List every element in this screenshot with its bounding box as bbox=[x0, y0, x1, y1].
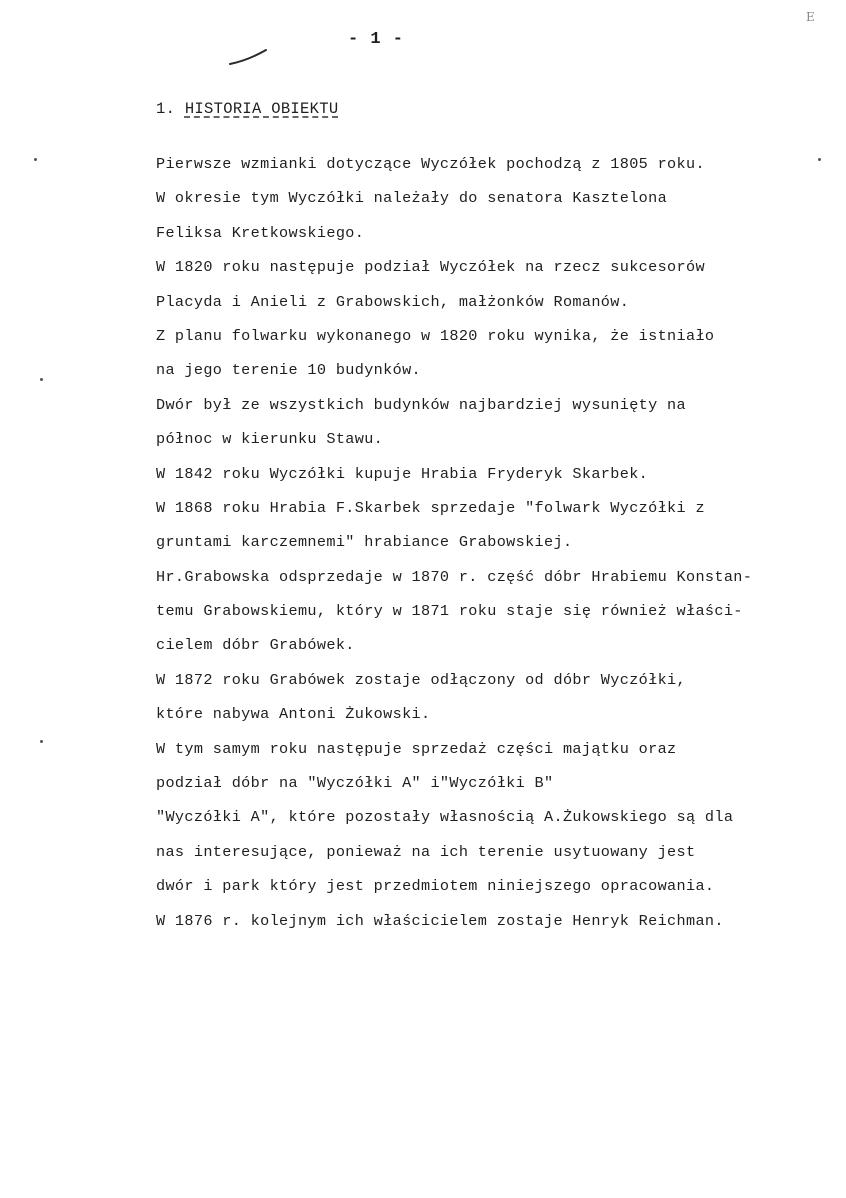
margin-speck bbox=[818, 158, 821, 161]
margin-speck bbox=[34, 158, 37, 161]
text-line: Pierwsze wzmianki dotyczące Wyczółek pochodzą z 1805 roku. bbox=[156, 155, 705, 173]
text-line: które nabywa Antoni Żukowski. bbox=[156, 705, 431, 724]
text-line: W 1876 r. kolejnym ich właścicielem zostaje Henryk Reichman. bbox=[156, 911, 724, 930]
body-text bbox=[156, 147, 816, 938]
section-number: 1. bbox=[156, 100, 176, 118]
page-number: - 1 - bbox=[348, 30, 405, 49]
text-line: W tym samym roku następuje sprzedaż części majątku oraz bbox=[156, 739, 677, 758]
text-line: na jego terenie 10 budynków. bbox=[156, 361, 421, 380]
text-line: Feliksa Kretkowskiego. bbox=[156, 223, 365, 242]
margin-speck bbox=[40, 378, 43, 381]
text-line: północ w kierunku Stawu. bbox=[156, 430, 384, 449]
text-line: dwór i park który jest przedmiotem niniejszego opracowania. bbox=[156, 877, 715, 896]
corner-pencil-mark: E bbox=[806, 10, 815, 24]
text-line: "Wyczółki A", które pozostały własnością A.Żukowskiego są dla bbox=[156, 808, 734, 827]
text-line: W okresie tym Wyczółki należały do senatora Kasztelona bbox=[156, 189, 668, 208]
text-line: Placyda i Anieli z Grabowskich, małżonków Romanów. bbox=[156, 292, 630, 311]
text-line: W 1868 roku Hrabia F.Skarbek sprzedaje "folwark Wyczółki z bbox=[156, 498, 705, 517]
section-title: HISTORIA OBIEKTU bbox=[184, 100, 339, 118]
section-heading bbox=[156, 100, 338, 118]
text-line: gruntami karczemnemi" hrabiance Grabowskiej. bbox=[156, 533, 573, 552]
text-line: W 1820 roku następuje podział Wyczółek na rzecz sukcesorów bbox=[156, 258, 705, 277]
text-line: W 1842 roku Wyczółki kupuje Hrabia Fryderyk Skarbek. bbox=[156, 464, 649, 483]
margin-speck bbox=[40, 740, 43, 743]
text-line: nas interesujące, ponieważ na ich terenie usytuowany jest bbox=[156, 842, 696, 861]
text-line: cielem dóbr Grabówek. bbox=[156, 636, 355, 655]
text-line: Hr.Grabowska odsprzedaje w 1870 r. część dóbr Hrabiemu Konstan- bbox=[156, 567, 753, 586]
text-line: W 1872 roku Grabówek zostaje odłączony od dóbr Wyczółki, bbox=[156, 670, 686, 689]
text-line: temu Grabowskiemu, który w 1871 roku staje się również właści- bbox=[156, 602, 743, 621]
text-line: Dwór był ze wszystkich budynków najbardziej wysunięty na bbox=[156, 395, 686, 414]
text-line: podział dóbr na "Wyczółki A" i"Wyczółki B" bbox=[156, 774, 554, 793]
handwritten-tick-mark bbox=[228, 46, 268, 70]
text-line: Z planu folwarku wykonanego w 1820 roku wynika, że istniało bbox=[156, 326, 715, 345]
